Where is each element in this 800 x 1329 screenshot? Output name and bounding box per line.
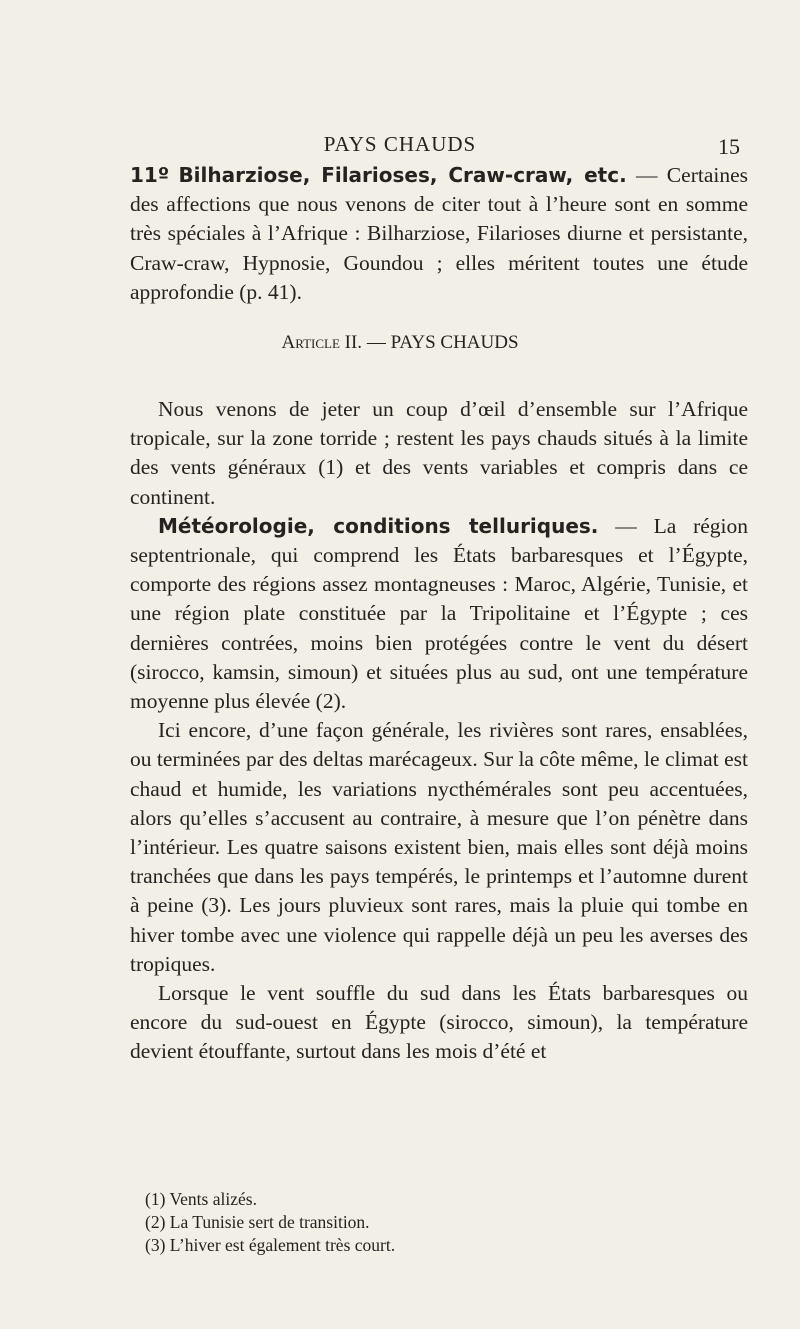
section-11-title: Bilharziose, Filarioses, Craw-craw, etc. [178,163,627,187]
article-label: Article II. [281,332,363,353]
paragraph-south-wind: Lorsque le vent souffle du sud dans les États barbaresques ou encore du sud-ouest en Égypte (sirocco, simoun), la température devient étouffante, surtout dans les mois d’été et [130,981,748,1064]
page-number: 15 [718,134,740,159]
running-head [0,132,800,162]
footnote-2: (2) La Tunisie sert de transition. [145,1212,370,1232]
paragraph-rivers-climate: Ici encore, d’une façon générale, les rivières sont rares, ensablées, ou terminées par des deltas marécageux. Sur la côte même, le climat est chaud et humide, les variations nycthémérales sont peu accentuées, alors qu’elles s’accusent au contraire, à mesure que l’on pénètre dans l’intérieur. Les quatre saisons existent bien, mais elles sont déjà moins tranchées que dans les pays tempérés, le printemps et l’automne durent à peine (3). Les jours pluvieux sont rares, mais la pluie qui tombe en hiver tombe avec une violence qui rappelle déjà un peu les averses des tropiques. [130,718,748,976]
running-title: PAYS CHAUDS [323,132,477,156]
paragraph-meteorology [130,512,748,716]
section-11-number: 11º [130,163,170,187]
section-11-text: — Certaines des affections que nous venons de citer tout à l’heure sont en somme très spéciales à l’Afrique : Bilharziose, Filarioses diurne et persistante, Craw-craw, Hypnosie, Goundou ; elles méritent toutes une étude approfondie (p. 41). [130,163,748,304]
article-title: — PAYS CHAUDS [366,332,519,353]
footnotes [145,1188,745,1257]
article-heading [0,332,800,354]
footnote-1: (1) Vents alizés. [145,1189,257,1209]
footnote-3: (3) L’hiver est également très court. [145,1235,396,1255]
paragraph-intro: Nous venons de jeter un coup d’œil d’ensemble sur l’Afrique tropicale, sur la zone torride ; restent les pays chauds situés à la limite des vents généraux (1) et des vents variables et compris dans ce continent. [130,397,748,509]
section-11-paragraph [130,161,748,307]
meteorology-text: — La région septentrionale, qui comprend les États barbaresques et l’Égypte, comporte des régions assez montagneuses : Maroc, Algérie, Tunisie, et une région plate constituée par la Tripolitaine et l’Égypte ; ces dernières contrées, moins bien protégées contre le vent du désert (sirocco, kamsin, simoun) et situées plus au sud, ont une température moyenne plus élevée (2). [130,513,749,714]
body-text [130,395,748,1067]
meteorology-heading: Météorologie, conditions telluriques. [158,513,599,538]
